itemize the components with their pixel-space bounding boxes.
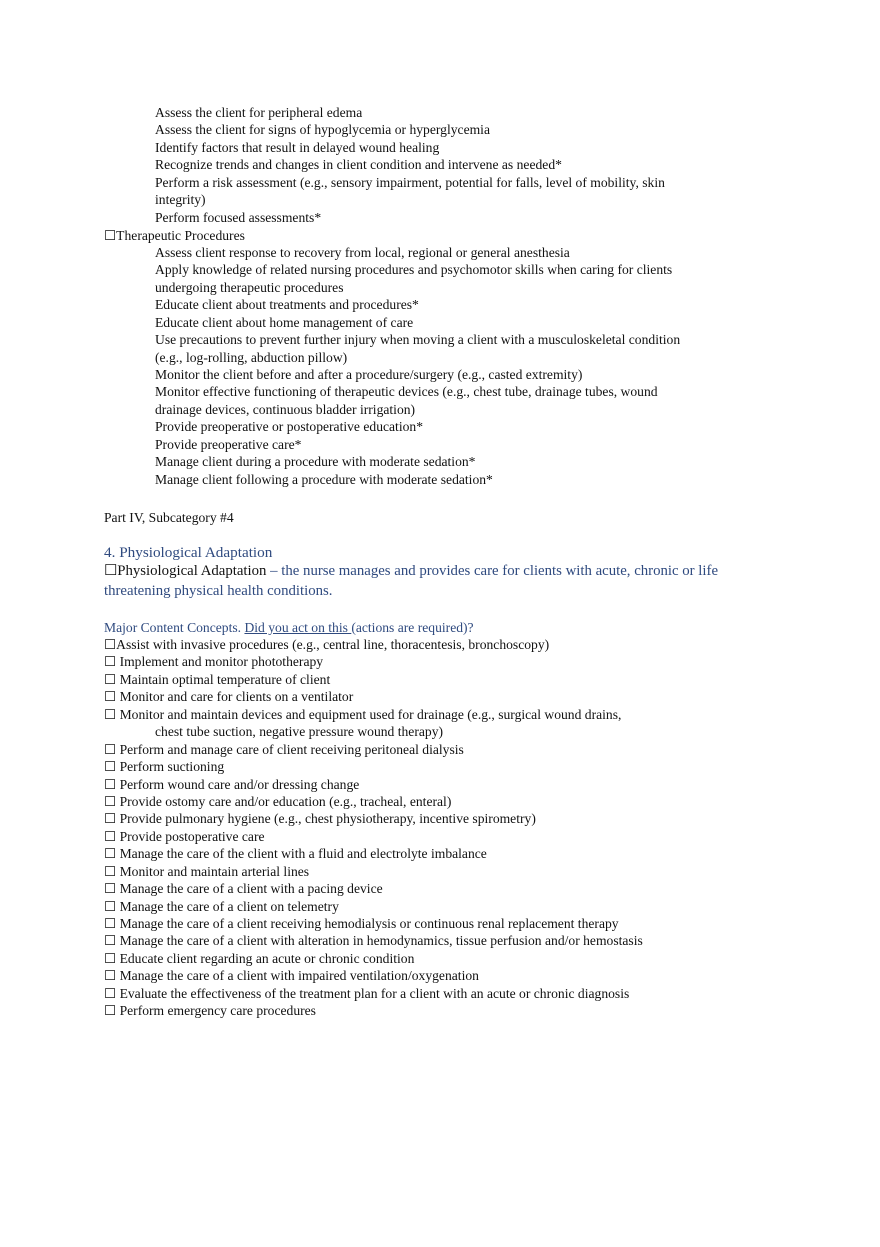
list-item-text: ☐ Perform wound care and/or dressing change bbox=[104, 776, 360, 792]
list-item-text: Monitor effective functioning of therapeutic devices (e.g., chest tube, drainage tubes, wound bbox=[155, 384, 658, 400]
list-item[interactable] bbox=[104, 950, 804, 967]
list-item[interactable] bbox=[104, 636, 804, 653]
list-item-text: Identify factors that result in delayed wound healing bbox=[155, 139, 440, 155]
list-item[interactable] bbox=[104, 845, 804, 862]
list-item-continuation: integrity) bbox=[155, 192, 206, 208]
list-item[interactable] bbox=[104, 793, 804, 810]
list-item[interactable] bbox=[104, 653, 804, 670]
list-item-text: ☐ Evaluate the effectiveness of the treatment plan for a client with an acute or chronic diagnosis bbox=[104, 985, 630, 1001]
list-item-text: Recognize trends and changes in client condition and intervene as needed* bbox=[155, 157, 562, 173]
concepts-question-underlined: Did you act on this bbox=[244, 620, 352, 635]
list-item-text: ☐Assist with invasive procedures (e.g., central line, thoracentesis, bronchoscopy) bbox=[104, 637, 550, 652]
list-item-text: Educate client about treatments and procedures* bbox=[155, 297, 419, 313]
physiological-adaptation-section bbox=[104, 543, 804, 601]
list-item[interactable] bbox=[104, 810, 804, 827]
list-item-continuation: chest tube suction, negative pressure wound therapy) bbox=[155, 724, 444, 740]
list-item-text: Apply knowledge of related nursing procedures and psychomotor skills when caring for clients bbox=[155, 262, 673, 278]
list-item bbox=[104, 139, 804, 156]
list-item-continuation: undergoing therapeutic procedures bbox=[155, 279, 344, 295]
list-item-text: ☐ Provide postoperative care bbox=[104, 828, 265, 844]
list-item-text: ☐ Perform and manage care of client receiving peritoneal dialysis bbox=[104, 741, 464, 757]
list-item[interactable] bbox=[104, 967, 804, 984]
list-item bbox=[104, 471, 804, 488]
assessment-list bbox=[104, 104, 804, 226]
list-item-text: ☐ Monitor and maintain devices and equipment used for drainage (e.g., surgical wound drains, bbox=[104, 706, 622, 722]
list-item[interactable] bbox=[104, 985, 804, 1002]
list-item-text: ☐ Monitor and maintain arterial lines bbox=[104, 863, 310, 879]
list-item bbox=[104, 261, 804, 296]
list-item-text: ☐ Manage the care of a client with a pacing device bbox=[104, 881, 383, 897]
list-item[interactable] bbox=[104, 863, 804, 880]
list-item-text: Educate client about home management of care bbox=[155, 314, 414, 330]
list-item-continuation: drainage devices, continuous bladder irrigation) bbox=[155, 401, 416, 417]
concepts-label-text: Major Content Concepts. bbox=[104, 620, 245, 635]
list-item bbox=[104, 209, 804, 226]
list-item[interactable] bbox=[104, 688, 804, 705]
section-desc-line1: – the nurse manages and provides care for clients with acute, chronic or life bbox=[266, 563, 719, 579]
list-item-text: Monitor the client before and after a procedure/surgery (e.g., casted extremity) bbox=[155, 367, 583, 382]
list-item-text: ☐ Manage the care of a client on telemetry bbox=[104, 898, 339, 914]
list-item-text: Use precautions to prevent further injury when moving a client with a musculoskeletal condition bbox=[155, 332, 681, 348]
list-item bbox=[104, 244, 804, 261]
list-item-text: ☐ Provide ostomy care and/or education (e.g., tracheal, enteral) bbox=[104, 793, 452, 809]
list-item bbox=[104, 366, 804, 383]
list-item-text: ☐ Maintain optimal temperature of client bbox=[104, 671, 331, 687]
list-item bbox=[104, 383, 804, 418]
list-item-text: ☐ Monitor and care for clients on a ventilator bbox=[104, 689, 354, 705]
list-item[interactable] bbox=[104, 776, 804, 793]
list-item-continuation: (e.g., log-rolling, abduction pillow) bbox=[155, 349, 348, 365]
therapeutic-procedures-label[interactable]: ☐Therapeutic Procedures bbox=[104, 227, 245, 243]
list-item[interactable] bbox=[104, 758, 804, 775]
list-item-text: ☐ Manage the care of a client with alteration in hemodynamics, tissue perfusion and/or hemostasis bbox=[104, 933, 643, 949]
section-desc-line2: threatening physical health conditions. bbox=[104, 582, 333, 599]
list-item-text: ☐ Educate client regarding an acute or chronic condition bbox=[104, 950, 415, 966]
list-item bbox=[104, 174, 804, 209]
list-item bbox=[104, 418, 804, 435]
list-item bbox=[104, 156, 804, 173]
list-item bbox=[104, 296, 804, 313]
list-item-text: Manage client following a procedure with moderate sedation* bbox=[155, 471, 493, 487]
list-item-text: Manage client during a procedure with moderate sedation* bbox=[155, 454, 476, 470]
list-item[interactable] bbox=[104, 671, 804, 688]
part-label: Part IV, Subcategory #4 bbox=[104, 510, 234, 525]
therapeutic-procedures-list bbox=[104, 244, 804, 488]
list-item-text: ☐ Manage the care of a client receiving hemodialysis or continuous renal replacement therapy bbox=[104, 916, 619, 931]
section-checkbox[interactable]: ☐ bbox=[104, 563, 118, 579]
list-item[interactable] bbox=[104, 741, 804, 758]
list-item bbox=[104, 314, 804, 331]
list-item bbox=[104, 453, 804, 470]
list-item bbox=[104, 104, 804, 121]
list-item[interactable] bbox=[104, 1002, 804, 1019]
list-item-text: Perform a risk assessment (e.g., sensory impairment, potential for falls, level of mobility, skin bbox=[155, 174, 665, 190]
list-item[interactable] bbox=[104, 706, 804, 741]
section-title: Physiological Adaptation bbox=[117, 563, 267, 579]
list-item-text: Perform focused assessments* bbox=[155, 209, 322, 225]
list-item[interactable] bbox=[104, 828, 804, 845]
section-heading: 4. Physiological Adaptation bbox=[104, 544, 273, 561]
concepts-label bbox=[104, 619, 804, 636]
therapeutic-procedures-section bbox=[104, 227, 804, 489]
section-description bbox=[104, 562, 804, 582]
list-item bbox=[104, 436, 804, 453]
list-item-text: ☐ Perform emergency care procedures bbox=[104, 1003, 316, 1019]
list-item-text: ☐ Perform suctioning bbox=[104, 759, 225, 775]
list-item[interactable] bbox=[104, 898, 804, 915]
list-item-text: Provide preoperative care* bbox=[155, 436, 302, 452]
list-item[interactable] bbox=[104, 932, 804, 949]
concepts-checklist bbox=[104, 636, 804, 1020]
list-item-text: Assess the client for signs of hypoglycemia or hyperglycemia bbox=[155, 122, 490, 138]
list-item-text: ☐ Manage the care of a client with impaired ventilation/oxygenation bbox=[104, 968, 479, 984]
list-item-text: ☐ Implement and monitor phototherapy bbox=[104, 654, 324, 670]
list-item[interactable] bbox=[104, 880, 804, 897]
list-item-text: ☐ Provide pulmonary hygiene (e.g., chest physiotherapy, incentive spirometry) bbox=[104, 811, 536, 827]
list-item-text: Assess client response to recovery from local, regional or general anesthesia bbox=[155, 244, 570, 260]
list-item-text: Assess the client for peripheral edema bbox=[155, 105, 363, 120]
list-item bbox=[104, 331, 804, 366]
list-item-text: ☐ Manage the care of the client with a fluid and electrolyte imbalance bbox=[104, 846, 487, 862]
concepts-question-rest: (actions are required)? bbox=[351, 620, 474, 635]
list-item bbox=[104, 121, 804, 138]
list-item-text: Provide preoperative or postoperative education* bbox=[155, 419, 424, 435]
list-item[interactable] bbox=[104, 915, 804, 932]
